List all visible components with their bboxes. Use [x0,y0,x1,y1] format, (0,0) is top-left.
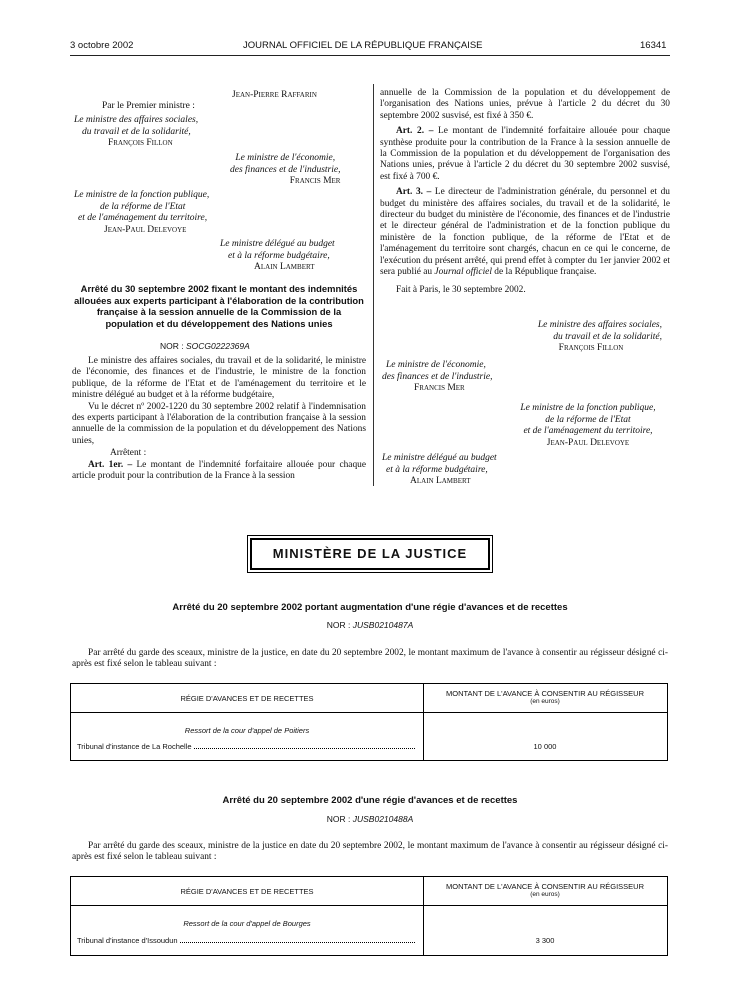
role-line: et à la réforme budgétaire, [386,464,488,475]
nor-label: NOR : [160,341,184,351]
left-signature-economy [230,153,340,188]
dot-leader [180,942,415,943]
role-line: de la réforme de l'Etat [100,201,186,212]
nor-reference [70,620,670,630]
role-line: du travail et de la solidarité, [82,126,191,137]
table-row [77,936,417,945]
preamble-paragraph: Le ministre des affaires sociales, du travail et de la solidarité, le ministre de l'économie, des finances et de l'industrie, le ministre de la fonction publique, de la réforme de l'Etat et de l'aménagement du territoire et le ministre délégué au budget et à la réforme budgétaire, [72,356,366,401]
journal-title: JOURNAL OFFICIEL DE LA RÉPUBLIQUE FRANÇAISE [243,40,483,51]
left-signature-budget [220,239,335,274]
role-line: Le ministre délégué au budget [220,239,335,249]
header-divider [71,712,667,713]
signatory-name: Jean-Paul Delevoye [546,437,630,448]
ressort: Ressort de la cour d'appel de Poitiers [184,726,310,735]
role-line: des finances et de l'industrie, [382,371,493,382]
role-line: et à la réforme budgétaire, [228,250,330,261]
article-1-continued: annuelle de la Commission de la population et du développement de l'organisation des Nations unies, prévue à l'article 2 du décret du 30 septembre 2002 susvisé, est fixé à 350 €. [380,88,670,121]
role-line: Le ministre de l'économie, [386,360,486,370]
column-header-regie: RÉGIE D'AVANCES ET DE RECETTES [180,694,314,703]
signatory-name: Alain Lambert [254,262,315,272]
left-signature-public-service [74,190,209,236]
arretent: Arrêtent : [110,448,147,459]
page-number: 16341 [640,40,667,51]
nor-code: SOCG0222369A [186,341,250,351]
nor-code: JUSB0210488A [352,814,414,824]
decree-text [72,648,668,671]
regie-table [70,876,668,956]
vu-paragraph: Vu le décret nº 2002-1220 du 30 septembre 2002 relatif à l'indemnisation des experts participant à l'élaboration de la contribution française à la session annuelle de la commission de la population et du développement des Nations unies, [72,401,366,446]
amount-value: 3 300 [535,936,555,945]
signatory-name: Alain Lambert [410,476,471,486]
tribunal-name: Tribunal d'instance d'Issoudun [77,936,178,945]
header-divider [71,905,667,906]
column-header-regie: RÉGIE D'AVANCES ET DE RECETTES [180,887,314,896]
role-line: Le ministre des affaires sociales, [537,320,662,330]
column-header-amount [423,689,667,705]
role-line: Le ministre de l'économie, [235,153,336,163]
column-header-amount [423,882,667,898]
table-row [77,742,417,751]
article-2 [380,126,670,183]
role-line: Le ministre délégué au budget [382,453,497,463]
role-line: des finances et de l'industrie, [230,164,341,175]
decree-paragraph: Par arrêté du garde des sceaux, ministre de la justice, en date du 20 septembre 2002, le montant maximum de l'avance à consentir au régisseur désigné ci-après est fixé selon le tableau suivant : [72,648,668,670]
nor-reference [160,341,250,351]
role-line: Le ministre des affaires sociales, [74,115,199,125]
right-signature-economy [382,360,492,395]
role-line: Le ministre de la fonction publique, [520,403,656,413]
column-header-amount-label: MONTANT DE L'AVANCE À CONSENTIR AU RÉGISSEUR [446,882,644,891]
dot-leader [194,748,415,749]
column-divider [373,84,374,486]
signatory-name: François Fillon [108,138,173,148]
pm-name: Jean-Pierre Raffarin [232,90,317,100]
signatory-name: Francis Mer [289,176,341,186]
signatory-name: Francis Mer [414,383,465,393]
role-line: et de l'aménagement du territoire, [523,426,653,436]
right-signature-budget [382,453,497,488]
right-signature-public-service [508,403,668,449]
column-header-unit: (en euros) [530,698,560,705]
nor-label: NOR : [326,814,351,824]
nor-label: NOR : [326,620,351,630]
signatory-name: François Fillon [558,343,624,353]
column-header-amount-label: MONTANT DE L'AVANCE À CONSENTIR AU RÉGISSEUR [446,689,644,698]
role-line: du travail et de la solidarité, [553,331,662,342]
pm-signature [232,90,317,102]
article-label: Art. 2. – [396,126,434,137]
journal-officiel: Journal officiel [434,267,492,278]
article-label: Art. 3. – [396,187,432,198]
right-signature-social-affairs [520,320,662,355]
role-line: Le ministre de la fonction publique, [74,190,210,200]
tribunal-name: Tribunal d'instance de La Rochelle [77,742,192,751]
left-signature-social-affairs [74,115,198,150]
nor-code: JUSB0210487A [352,620,414,630]
issue-date: 3 octobre 2002 [70,40,134,51]
role-line: et de l'aménagement du territoire, [78,213,208,223]
role-line: de la réforme de l'Etat [545,414,631,425]
column-header-unit: (en euros) [530,891,560,898]
signatory-name: Jean-Paul Delevoye [104,224,187,235]
article-text: Le montant de l'indemnité forfaitaire allouée pour chaque synthèse produite pour la contribution de la France à la session annuelle de la Commission de la population et du développement de l'organisation des Nations unies, prévue à l'article 2 du décret du 30 septembre 2002 susvisé, est fixé à 700 €. [380,126,670,182]
done-at: Fait à Paris, le 30 septembre 2002. [396,284,526,295]
ressort: Ressort de la cour d'appel de Bourges [183,919,311,928]
decree-body-left [72,356,366,482]
article-text-end: de la République française. [494,267,597,278]
article-text: Le directeur de l'administration générale, du personnel et du budget du ministère des affaires sociales, du travail et de la solidarité, le directeur du budget du ministère de l'économie, des finances et de l'industrie et le directeur général de l'administration et de la fonction publique du ministère de la fonction publique, de la réforme de l'Etat et de l'aménagement du territoire sont chargés, chacun en ce qui le concerne, de l'exécution du présent arrêté, qui prend effet à compter du 1er janvier 2002 et sera publié au [380,187,670,278]
decree-body-right [380,88,670,296]
article-1 [72,460,366,483]
pm-intro: Par le Premier ministre : [102,101,195,111]
decree-title: Arrêté du 30 septembre 2002 fixant le montant des indemnités allouées aux experts participant à l'élaboration de la contribution française à la session annuelle de la Commission de la population et du développement des Nations unies [74,283,364,329]
ministry-heading: MINISTÈRE DE LA JUSTICE [250,538,490,570]
amount-value: 10 000 [533,742,557,751]
decree-title: Arrêté du 20 septembre 2002 portant augmentation d'une régie d'avances et de recettes [172,602,568,613]
decree-title: Arrêté du 20 septembre 2002 d'une régie d'avances et de recettes [222,795,518,806]
nor-reference [70,814,670,824]
article-label: Art. 1er. – [88,459,133,470]
decree-paragraph: Par arrêté du garde des sceaux, ministre de la justice en date du 20 septembre 2002, le montant maximum de l'avance à consentir au régisseur désigné ci-après est fixé selon le tableau suivant : [72,841,668,863]
regie-table [70,683,668,761]
article-text: Le montant de l'indemnité forfaitaire allouée pour chaque article produit pour la contribution de la France à la session [72,459,366,482]
header-rule [70,55,670,56]
decree-text [72,841,668,864]
article-3 [380,187,670,278]
